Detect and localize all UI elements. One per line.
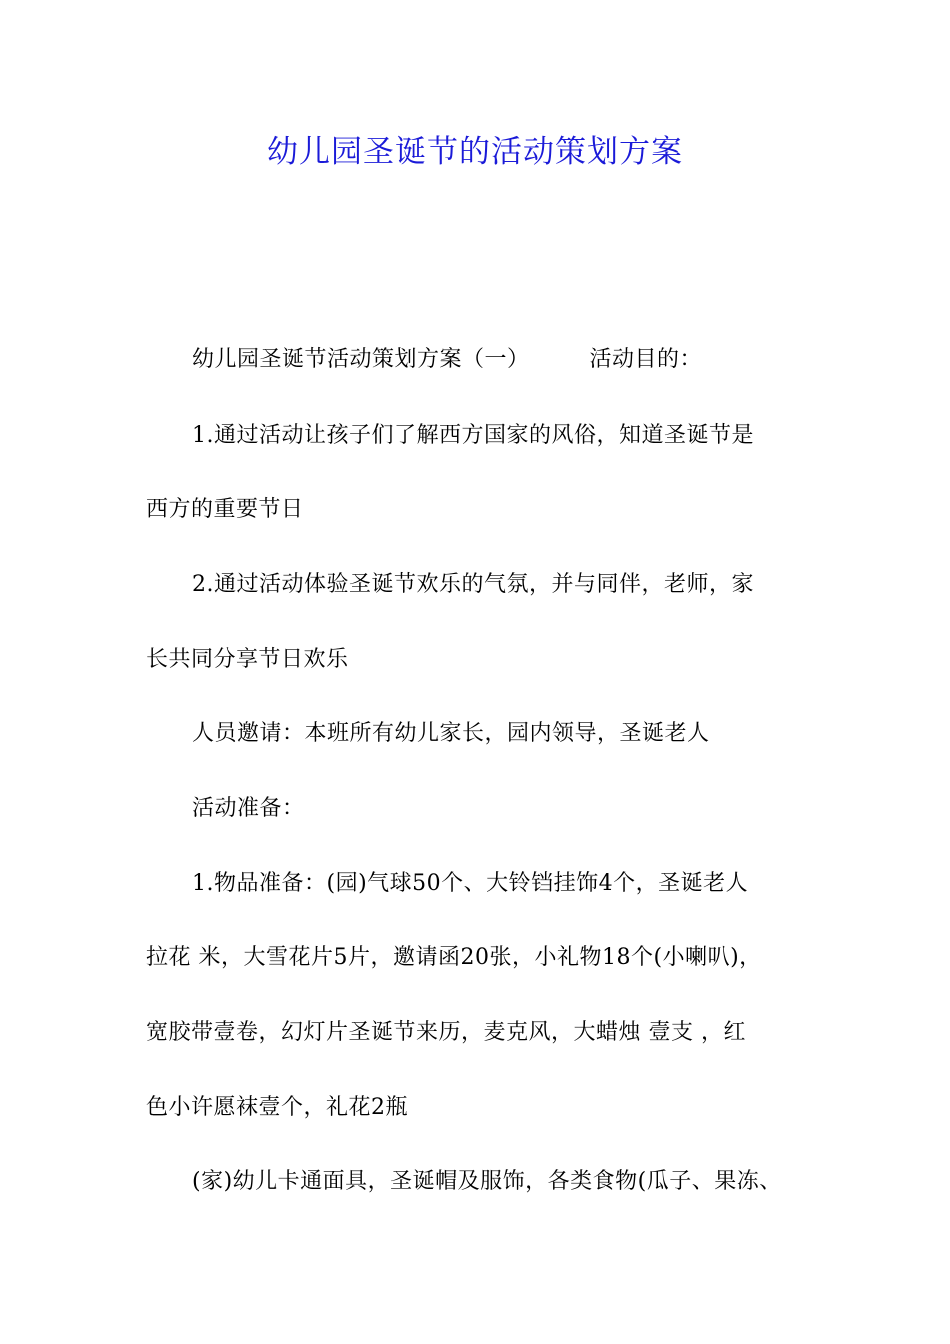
paragraph-line: 西方的重要节日 <box>146 497 304 522</box>
paragraph-line: (家)幼儿卡通面具，圣诞帽及服饰，各类食物(瓜子、果冻、 <box>192 1169 782 1194</box>
paragraph-line: 活动准备： <box>192 796 305 821</box>
page-title: 幼儿园圣诞节的活动策划方案 <box>267 134 683 170</box>
paragraph-line: 2.通过活动体验圣诞节欢乐的气氛，并与同伴，老师，家 <box>192 572 754 597</box>
paragraph-line: 长共同分享节日欢乐 <box>146 647 349 672</box>
paragraph-line: 1.通过活动让孩子们了解西方国家的风俗，知道圣诞节是 <box>192 423 754 448</box>
paragraph-line: 拉花 米，大雪花片5片，邀请函20张，小礼物18个(小喇叭)， <box>146 945 762 970</box>
paragraph-line: 宽胶带壹卷，幻灯片圣诞节来历，麦克风，大蜡烛 壹支 ，红 <box>146 1020 746 1045</box>
paragraph-heading-line <box>192 342 702 378</box>
paragraph-line: 1.物品准备：(园)气球50个、大铃铛挂饰4个，圣诞老人 <box>192 871 749 896</box>
paragraph-line: 色小许愿袜壹个，礼花2瓶 <box>146 1095 408 1120</box>
plan-heading: 幼儿园圣诞节活动策划方案（一） <box>192 347 530 372</box>
section-purpose-label: 活动目的： <box>589 347 703 372</box>
paragraph-line: 人员邀请：本班所有幼儿家长，园内领导，圣诞老人 <box>192 721 710 746</box>
